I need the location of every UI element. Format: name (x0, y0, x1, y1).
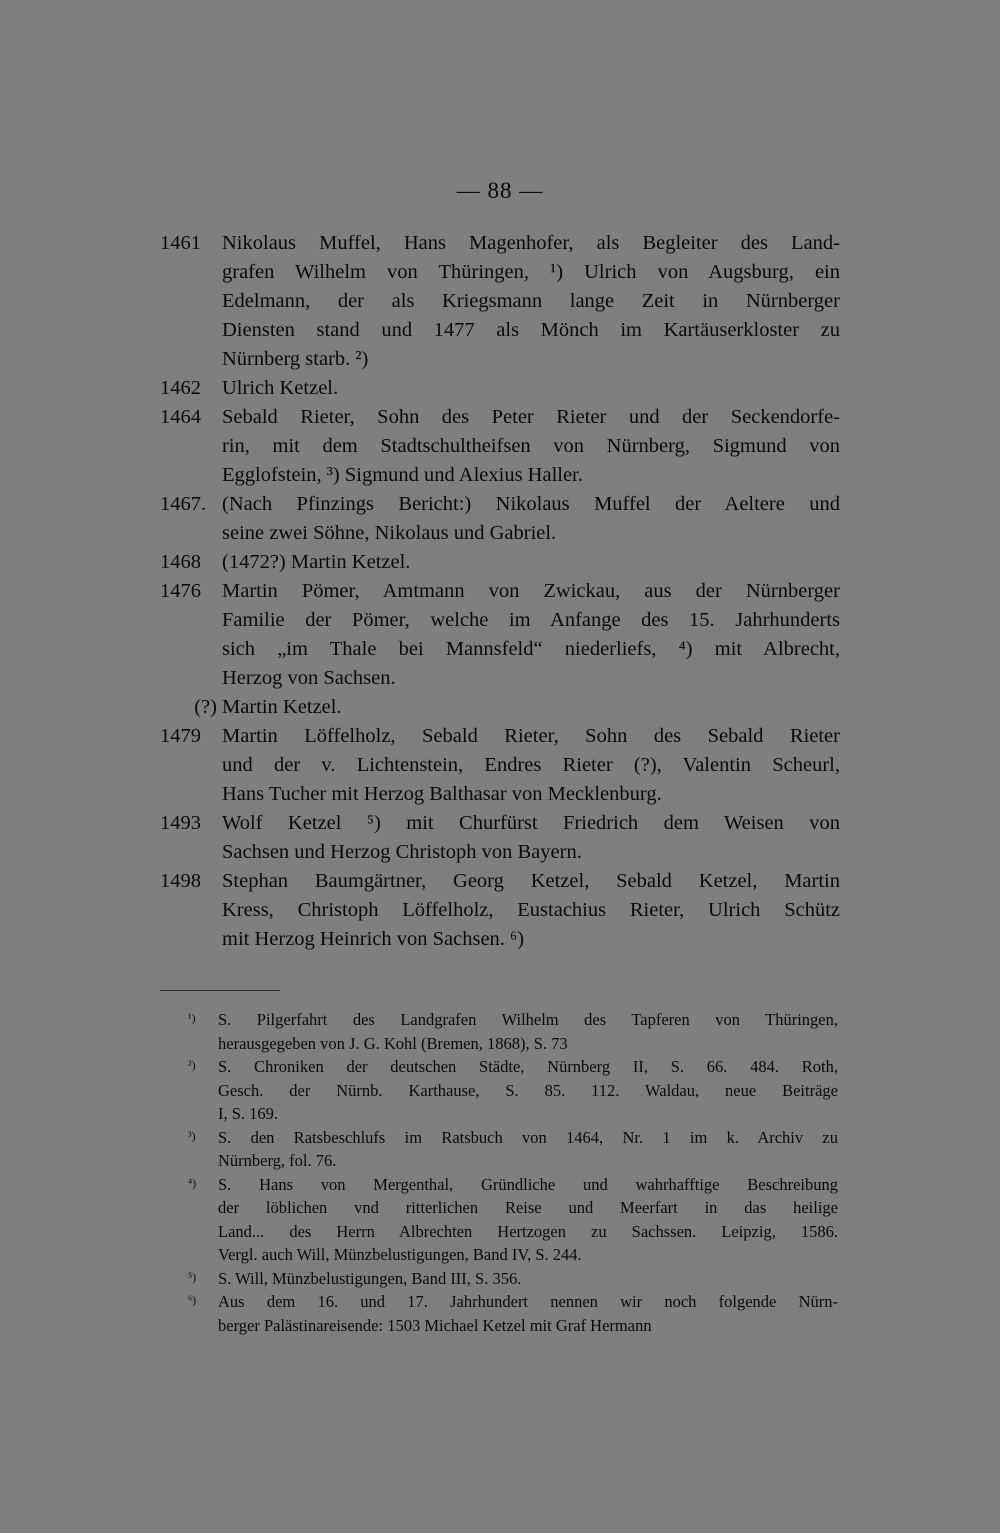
entry-text (222, 548, 840, 577)
entry-line: sich „im Thale bei Mannsfeld“ niederliefs, ⁴) mit Albrecht, (222, 638, 840, 660)
entry-line: Martin Pömer, Amtmann von Zwickau, aus der Nürnberger (222, 580, 840, 602)
footnote-mark: ⁶) (188, 1293, 197, 1307)
footnote (188, 1173, 838, 1267)
entry-line: Hans Tucher mit Herzog Balthasar von Mecklenburg. (222, 783, 662, 805)
entry (160, 229, 840, 374)
entry-line: seine zwei Söhne, Nikolaus und Gabriel. (222, 522, 557, 544)
entry (160, 374, 840, 403)
footnote-line: Aus dem 16. und 17. Jahrhundert nennen wir noch folgende Nürn- (218, 1292, 838, 1311)
footnote-text (218, 1008, 838, 1055)
entry-year: 1476 (160, 580, 201, 602)
entry-line: Stephan Baumgärtner, Georg Ketzel, Sebald Ketzel, Martin (222, 870, 840, 892)
entry-text (222, 809, 840, 867)
footnote-line: der löblichen vnd ritterlichen Reise und Meerfart in das heilige (218, 1198, 838, 1217)
entry-text (222, 693, 840, 722)
footnote (188, 1008, 838, 1055)
entry-year: 1464 (160, 406, 201, 428)
footnote-mark: ²) (188, 1058, 196, 1072)
entry (160, 577, 840, 693)
entry (160, 490, 840, 548)
footnote-mark: ⁵) (188, 1269, 197, 1284)
entry-line: grafen Wilhelm von Thüringen, ¹) Ulrich von Augsburg, ein (222, 261, 840, 283)
footnote-line: S. Hans von Mergenthal, Gründliche und wahrhafftige Beschreibung (218, 1174, 838, 1194)
entry (160, 693, 840, 722)
entry-line: Wolf Ketzel ⁵) mit Churfürst Friedrich dem Weisen von (222, 812, 840, 834)
entry-line: Sebald Rieter, Sohn des Peter Rieter und der Seckendorfe- (222, 406, 840, 428)
entry (160, 809, 840, 867)
footnote-line: Land... des Herrn Albrechten Hertzogen zu Sachssen. Leipzig, 1586. (218, 1221, 838, 1241)
footnote (188, 1126, 838, 1173)
footnote-line: Gesch. der Nürnb. Karthause, S. 85. 112. Waldau, neue Beiträge (218, 1080, 838, 1100)
footnote-mark: ⁴) (188, 1175, 197, 1190)
footnote-text (218, 1126, 838, 1173)
entry-line: Nikolaus Muffel, Hans Magenhofer, als Begleiter des Land- (222, 232, 840, 254)
entry-text (222, 403, 840, 490)
footnote-line: I, S. 169. (218, 1104, 279, 1123)
footnotes (188, 1008, 838, 1337)
footnote-separator (160, 990, 280, 991)
entry-line: Edelmann, der als Kriegsmann lange Zeit in Nürnberger (222, 290, 840, 312)
entry (160, 867, 840, 954)
footnote-mark: ³) (188, 1128, 196, 1143)
entry-line: Ulrich Ketzel. (222, 377, 339, 399)
footnote (188, 1055, 838, 1126)
entry-year: 1462 (160, 377, 201, 399)
entry-text (222, 722, 840, 809)
entry-line: Egglofstein, ³) Sigmund und Alexius Haller. (222, 464, 583, 486)
entry-year: 1498 (160, 870, 201, 892)
entry-line: Nürnberg starb. ²) (222, 348, 369, 370)
entry-year: (?) (194, 696, 217, 718)
footnote (188, 1290, 838, 1337)
footnote-text (218, 1290, 838, 1337)
footnote-text (218, 1173, 838, 1267)
footnote-line: S. Pilgerfahrt des Landgrafen Wilhelm des Tapferen von Thüringen, (218, 1010, 838, 1029)
footnote (188, 1267, 838, 1291)
footnote-line: S. den Ratsbeschlufs im Ratsbuch von 1464, Nr. 1 im k. Archiv zu (218, 1127, 838, 1147)
entry-text (222, 867, 840, 954)
entry-text (222, 229, 840, 374)
entry-year: 1493 (160, 812, 201, 834)
entry-year: 1461 (160, 232, 201, 254)
entry-line: Diensten stand und 1477 als Mönch im Kartäuserkloster zu (222, 319, 840, 341)
footnote-line: S. Chroniken der deutschen Städte, Nürnberg II, S. 66. 484. Roth, (218, 1057, 838, 1076)
footnote-line: S. Will, Münzbelustigungen, Band III, S. 356. (218, 1268, 522, 1288)
entry-line: Martin Löffelholz, Sebald Rieter, Sohn des Sebald Rieter (222, 725, 840, 747)
footnote-line: Nürnberg, fol. 76. (218, 1151, 337, 1170)
entry-line: Martin Ketzel. (222, 696, 342, 718)
entry (160, 403, 840, 490)
entry-year: 1468 (160, 551, 201, 573)
entry-year: 1467. (160, 493, 207, 515)
entry-line: Kress, Christoph Löffelholz, Eustachius Rieter, Ulrich Schütz (222, 899, 840, 921)
entry-line: (1472?) Martin Ketzel. (222, 551, 411, 573)
footnote-text (218, 1055, 838, 1126)
footnote-line: Vergl. auch Will, Münzbelustigungen, Band IV, S. 244. (218, 1245, 582, 1264)
entry-line: und der v. Lichtenstein, Endres Rieter (?), Valentin Scheurl, (222, 754, 840, 776)
entry-line: Sachsen und Herzog Christoph von Bayern. (222, 841, 582, 863)
entry-line: Herzog von Sachsen. (222, 667, 396, 689)
footnote-line: berger Palästinareisende: 1503 Michael Ketzel mit Graf Hermann (218, 1315, 652, 1335)
footnote-text (218, 1267, 838, 1291)
entry-line: mit Herzog Heinrich von Sachsen. ⁶) (222, 928, 525, 950)
entry-line: rin, mit dem Stadtschultheifsen von Nürnberg, Sigmund von (222, 435, 840, 457)
entry (160, 548, 840, 577)
page-number: — 88 — (456, 178, 544, 203)
entry-year: 1479 (160, 725, 201, 747)
entry-line: (Nach Pfinzings Bericht:) Nikolaus Muffel der Aeltere und (222, 493, 840, 515)
entry-text (222, 490, 840, 548)
footnote-mark: ¹) (188, 1011, 196, 1025)
footnote-line: herausgegeben von J. G. Kohl (Bremen, 1868), S. 73 (218, 1033, 568, 1053)
entry-text (222, 577, 840, 693)
chronicle-entries (160, 229, 840, 954)
entry-line: Familie der Pömer, welche im Anfange des 15. Jahrhunderts (222, 609, 840, 631)
entry-text (222, 374, 840, 403)
entry (160, 722, 840, 809)
